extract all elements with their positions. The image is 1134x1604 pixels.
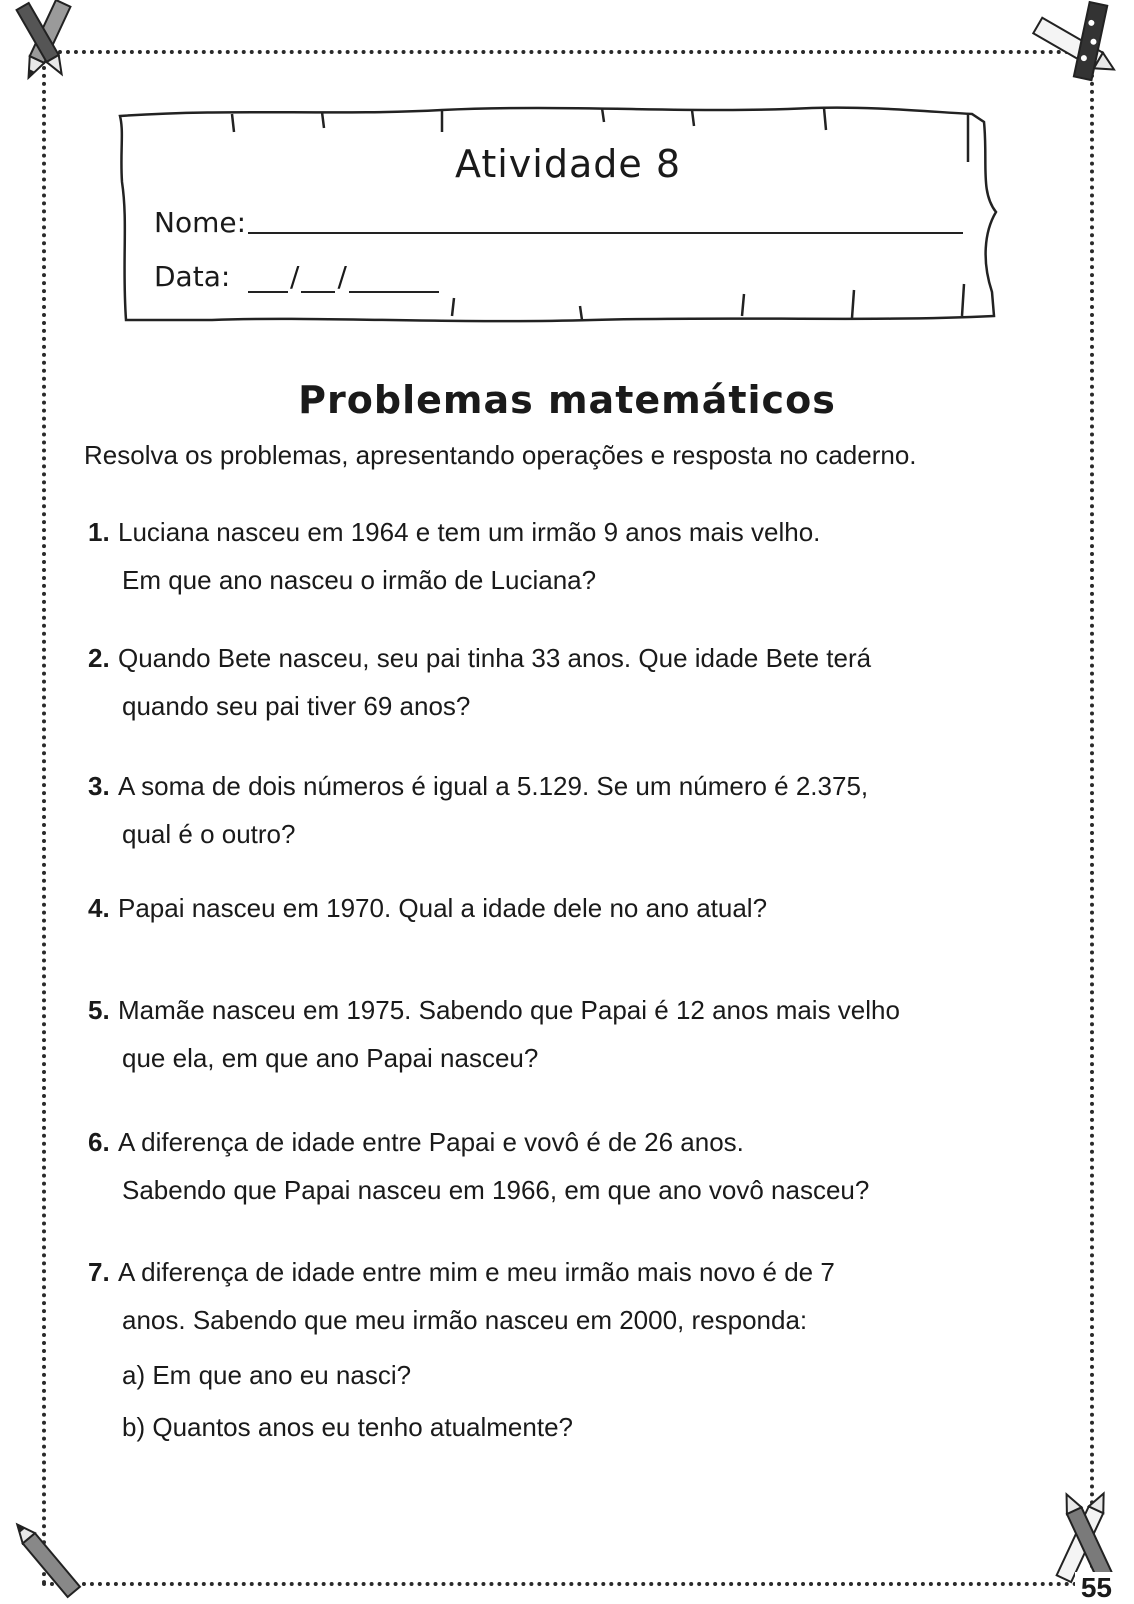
date-day-blank[interactable]: [248, 265, 288, 293]
problem-text: A diferença de idade entre Papai e vovô é de 26 anos.: [118, 1127, 744, 1157]
date-separator: /: [337, 260, 347, 293]
problem-item: [88, 884, 1068, 932]
activity-header: [112, 102, 1024, 338]
date-year-blank[interactable]: [349, 265, 439, 293]
problem-text: qual é o outro?: [122, 819, 296, 849]
problem-text: quando seu pai tiver 69 anos?: [122, 691, 471, 721]
page-number: 55: [1075, 1572, 1118, 1604]
problem-item: [88, 1248, 1068, 1344]
date-field[interactable]: [248, 260, 439, 293]
problem-number: 7.: [88, 1257, 110, 1287]
date-label: Data:: [154, 260, 231, 293]
problem-text: Quando Bete nasceu, seu pai tinha 33 anos. Que idade Bete terá: [118, 643, 872, 673]
problem-number: 2.: [88, 643, 110, 673]
problem-item: [88, 508, 1068, 604]
activity-title: Atividade 8: [455, 142, 681, 186]
problem-text: Luciana nasceu em 1964 e tem um irmão 9 anos mais velho.: [118, 517, 821, 547]
date-month-blank[interactable]: [301, 265, 335, 293]
problem-item: [88, 762, 1068, 858]
problem-number: 5.: [88, 995, 110, 1025]
problem-text: Mamãe nasceu em 1975. Sabendo que Papai é 12 anos mais velho: [118, 995, 900, 1025]
problem-text: Sabendo que Papai nasceu em 1966, em que ano vovô nasceu?: [122, 1175, 870, 1205]
problem-number: 4.: [88, 893, 110, 923]
problem-text: A soma de dois números é igual a 5.129. Se um número é 2.375,: [118, 771, 869, 801]
instructions: Resolva os problemas, apresentando operações e resposta no caderno.: [84, 440, 917, 470]
problem-number: 6.: [88, 1127, 110, 1157]
problem-text: A diferença de idade entre mim e meu irmão mais novo é de 7: [118, 1257, 835, 1287]
problem-number: 3.: [88, 771, 110, 801]
subitem-b: b) Quantos anos eu tenho atualmente?: [122, 1412, 573, 1442]
pencil-icon: [1046, 1486, 1126, 1586]
name-field[interactable]: [248, 232, 963, 234]
name-label: Nome:: [154, 206, 247, 239]
wavy-box-outline: [112, 102, 1024, 338]
problem-text: Em que ano nasceu o irmão de Luciana?: [122, 565, 597, 595]
pencil-icon: [1020, 0, 1130, 95]
problem-text: Papai nasceu em 1970. Qual a idade dele no ano atual?: [118, 893, 768, 923]
problem-item: [88, 634, 1068, 730]
problem-item: [88, 986, 1068, 1082]
section-title: Problemas matemáticos: [298, 378, 836, 422]
problem-item: [88, 1118, 1068, 1214]
problem-text: anos. Sabendo que meu irmão nasceu em 2000, responda:: [122, 1305, 808, 1335]
pencil-icon: [6, 0, 86, 90]
problem-number: 1.: [88, 517, 110, 547]
date-separator: /: [290, 260, 300, 293]
pencil-icon: [0, 1512, 90, 1600]
problem-text: que ela, em que ano Papai nasceu?: [122, 1043, 539, 1073]
subitem-a: a) Em que ano eu nasci?: [122, 1360, 412, 1390]
